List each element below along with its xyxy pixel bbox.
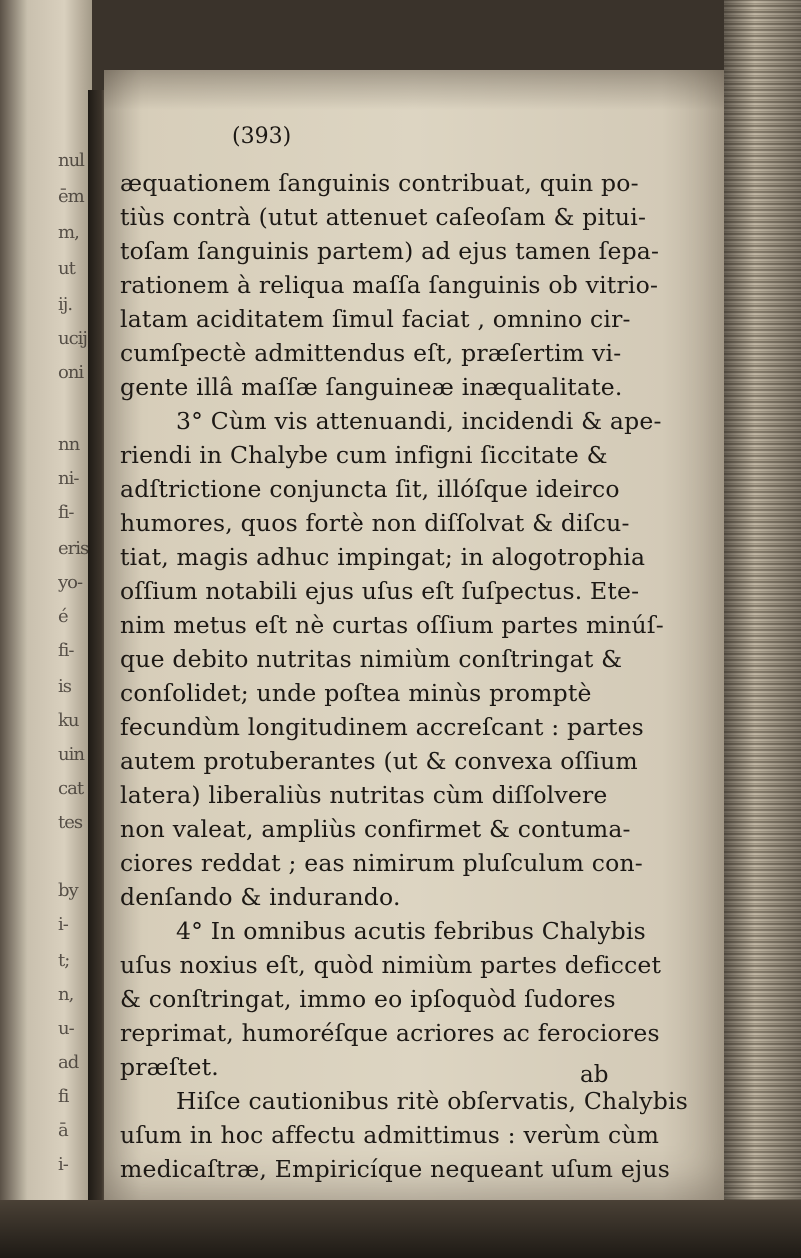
text-line: rationem à reliqua maſſa ſanguinis ob vitrio-	[120, 271, 659, 299]
text-line: humores, quos fortè non diſſolvat & diſcu-	[120, 509, 630, 537]
margin-fragment: fi-	[58, 640, 74, 661]
margin-fragment: é	[58, 606, 68, 627]
text-line: tiùs contrà (utut attenuet caſeoſam & pitui-	[120, 203, 647, 231]
text-line: latam aciditatem ſimul faciat , omnino cir-	[120, 305, 631, 333]
text-line: que debito nutritas nimiùm conſtringat &	[120, 645, 623, 673]
margin-fragment: ā	[58, 1120, 68, 1141]
text-line: & conſtringat, immo eo ipſoquòd ſudores	[120, 985, 616, 1013]
margin-fragment: i-	[58, 914, 68, 935]
text-line: adſtrictione conjuncta ſit, illóſque ideirco	[120, 475, 620, 503]
text-line: medicaſtræ, Empiricíque nequeant uſum ejus	[120, 1155, 671, 1183]
margin-fragment: ij.	[58, 294, 73, 315]
margin-fragment: ut	[58, 258, 75, 279]
margin-fragment: ni-	[58, 468, 79, 489]
margin-fragment: cat	[58, 778, 84, 799]
paragraph-start-line: Hiſce cautionibus ritè obſervatis, Chalybis	[176, 1087, 689, 1115]
text-line: autem protuberantes (ut & convexa oſſium	[120, 747, 638, 775]
text-line: fecundùm longitudinem accreſcant : partes	[120, 713, 644, 741]
bottom-shadow	[0, 1200, 801, 1258]
margin-fragment: yo-	[58, 572, 83, 593]
margin-fragment: tes	[58, 812, 83, 833]
margin-fragment: nul	[58, 150, 84, 171]
text-line: præſtet.	[120, 1053, 219, 1081]
margin-fragment: eris	[58, 538, 89, 559]
text-line: conſolidet; unde poſtea minùs promptè	[120, 679, 592, 707]
margin-fragment: fi-	[58, 502, 74, 523]
margin-fragment: uin	[58, 744, 84, 765]
text-line: oſſium notabili ejus uſus eſt ſuſpectus. Ete-	[120, 577, 640, 605]
margin-fragment: oni	[58, 362, 84, 383]
text-line: ciores reddat ; eas nimirum pluſculum con-	[120, 849, 643, 877]
margin-fragment: m,	[58, 222, 79, 243]
margin-fragment: ad	[58, 1052, 79, 1073]
text-line: riendi in Chalybe cum infigni ſiccitate &	[120, 441, 608, 469]
text-line: reprimat, humoréſque acriores ac ferociores	[120, 1019, 660, 1047]
text-line: gente illâ maſſæ ſanguineæ inæqualitate.	[120, 373, 623, 401]
body-text	[120, 166, 720, 1186]
text-line: tiat, magis adhuc impingat; in alogotrophia	[120, 543, 646, 571]
margin-fragment: u-	[58, 1018, 74, 1039]
text-line: uſum in hoc affectu admittimus : verùm cùm	[120, 1121, 660, 1149]
paragraph-start-line: 4° In omnibus acutis febribus Chalybis	[176, 917, 646, 945]
text-line: latera) liberaliùs nutritas cùm diſſolvere	[120, 781, 608, 809]
margin-fragment: i-	[58, 1154, 68, 1175]
text-line: toſam ſanguinis partem) ad ejus tamen ſepa-	[120, 237, 660, 265]
margin-fragment: t;	[58, 950, 70, 971]
text-line: nim metus eſt nè curtas oſſium partes minúſ-	[120, 611, 664, 639]
margin-fragment: ucij	[58, 328, 88, 349]
text-line: cumſpectè admittendus eſt, præſertim vi-	[120, 339, 622, 367]
text-line: non valeat, ampliùs confirmet & contuma-	[120, 815, 631, 843]
text-line: uſus noxius eſt, quòd nimiùm partes deficcet	[120, 951, 662, 979]
book-fore-edge	[724, 0, 801, 1258]
adjacent-page-strip	[0, 0, 92, 1258]
paragraph-start-line: 3° Cùm vis attenuandi, incidendi & ape-	[176, 407, 662, 435]
margin-fragment: is	[58, 676, 71, 697]
margin-fragment: ku	[58, 710, 79, 731]
text-line: æquationem ſanguinis contribuat, quin po-	[120, 169, 639, 197]
margin-fragment: ēm	[58, 186, 84, 207]
margin-fragment: n,	[58, 984, 74, 1005]
text-line: denſando & indurando.	[120, 883, 401, 911]
margin-fragment: nn	[58, 434, 80, 455]
page-number: (393)	[232, 124, 292, 149]
margin-fragment: fi	[58, 1086, 69, 1107]
catchword: ab	[580, 1062, 609, 1088]
margin-fragment: by	[58, 880, 78, 901]
page-shadow	[104, 70, 724, 110]
